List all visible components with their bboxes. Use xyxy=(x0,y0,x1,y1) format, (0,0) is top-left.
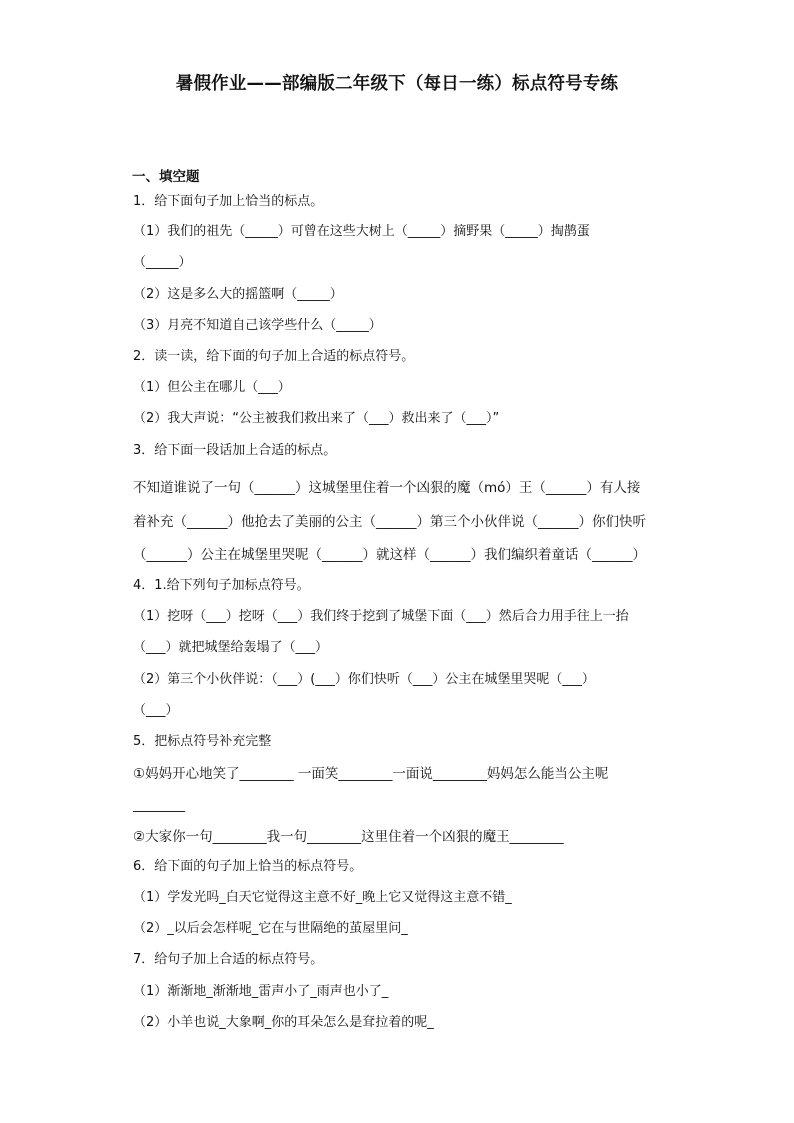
question-1-item-3: （3）月亮不知道自己该学些什么（_____） xyxy=(133,318,382,333)
question-6-item-1: （1）学发光吗_白天它觉得这主意不好_晚上它又觉得这主意不错_ xyxy=(133,890,512,905)
question-1-item-2: （2）这是多么大的摇篮啊（_____） xyxy=(133,287,343,302)
question-3-para-line-3: （______）公主在城堡里哭呢（______）就这样（______）我们编织着童话（______） xyxy=(133,547,646,563)
question-6-item-2: （2）_以后会怎样呢_它在与世隔绝的茧屋里问_ xyxy=(133,921,408,936)
question-5-item-2: ②大家你一句________我一句________这里住着一个凶狠的魔王________ xyxy=(133,829,564,845)
question-1-item-1-cont: （_____） xyxy=(133,255,192,270)
question-3-para-line-2: 着补充（______）他抢去了美丽的公主（______）第三个小伙伴说（______）你们快听 xyxy=(133,514,646,530)
question-2-item-2: （2）我大声说：“公主被我们救出来了（___）救出来了（___）” xyxy=(133,411,500,426)
question-4-item-1: （1）挖呀（___）挖呀（___）我们终于挖到了城堡下面（___）然后合力用手往上一抬 xyxy=(133,609,629,624)
page-title: 暑假作业——部编版二年级下（每日一练）标点符号专练 xyxy=(175,74,619,94)
question-4-item-2: （2）第三个小伙伴说：（___）(___）你们快听（___）公主在城堡里哭呢（___） xyxy=(133,672,595,687)
question-4-prompt: 4．1.给下列句子加标点符号。 xyxy=(133,578,310,593)
question-5-prompt: 5．把标点符号补充完整 xyxy=(133,734,272,749)
question-6-prompt: 6．给下面的句子加上恰当的标点符号。 xyxy=(133,859,363,874)
question-5-item-1: ①妈妈开心地笑了________ 一面笑________一面说________妈妈怎么能当公主呢 xyxy=(133,766,609,782)
question-4-item-1-cont: （___）就把城堡给轰塌了（___） xyxy=(133,640,329,655)
question-7-item-1: （1）渐渐地_渐渐地_雷声小了_雨声也小了_ xyxy=(133,984,389,999)
question-3-prompt: 3．给下面一段话加上合适的标点。 xyxy=(133,443,337,458)
question-7-prompt: 7．给句子加上合适的标点符号。 xyxy=(133,952,324,967)
question-2-prompt: 2．读一读，给下面的句子加上合适的标点符号。 xyxy=(133,349,415,364)
question-1-prompt: 1．给下面句子加上恰当的标点。 xyxy=(133,194,324,209)
question-2-item-1: （1）但公主在哪儿（___） xyxy=(133,380,291,395)
question-4-item-2-cont: （___） xyxy=(133,703,179,718)
question-3-para-line-1: 不知道谁说了一句（______）这城堡里住着一个凶狠的魔（mó）王（______）有人接 xyxy=(133,480,641,496)
question-1-item-1: （1）我们的祖先（_____）可曾在这些大树上（_____）摘野果（_____）掏鹊蛋 xyxy=(133,224,590,239)
question-7-item-2: （2）小羊也说_大象啊_你的耳朵怎么是耷拉着的呢_ xyxy=(133,1015,434,1030)
section-heading: 一、填空题 xyxy=(132,169,200,185)
question-5-item-1-cont: ________ xyxy=(133,798,185,813)
